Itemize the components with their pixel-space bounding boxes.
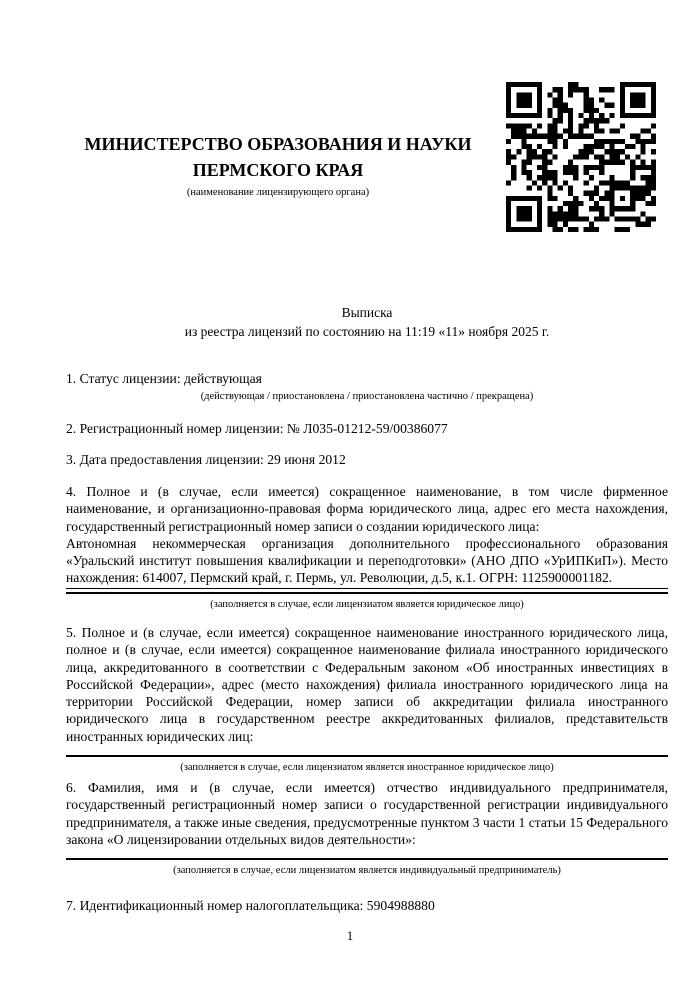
section-registration-number	[66, 421, 668, 437]
foreign-entity-question: 5. Полное и (в случае, если имеется) сокращенное наименование иностранного юридического лица, полное и (в случае, если имеется) сокращенное наименование филиала иностранного юридического лица, аккредитованного в соответствии с Федеральным законом «Об иностранных инвестициях в Российской Федерации», адрес (место нахождения) филиала иностранного юридического лица на территории Российской Федерации, номер записи об аккредитации филиала иностранного юридического лица в государственном реестре аккредитованных филиалов, представительств иностранных юридических лиц:	[66, 625, 668, 744]
individual-entrepreneur-caption: (заполняется в случае, если лицензиатом является индивидуальный предприниматель)	[173, 865, 561, 877]
legal-entity-caption: (заполняется в случае, если лицензиатом является юридическое лицо)	[210, 598, 524, 610]
section-individual-entrepreneur	[66, 779, 668, 877]
license-status-caption: (действующая / приостановлена / приостановлена частично / прекращена)	[200, 391, 534, 402]
inn-text: 7. Идентификационный номер налогоплательщика: 5904988880	[66, 898, 435, 913]
document-title-block	[66, 303, 668, 341]
authority-caption: (наименование лицензирующего органа)	[186, 187, 370, 198]
licensing-authority-block	[66, 131, 490, 199]
form-rule	[66, 592, 668, 594]
section-legal-entity	[66, 483, 668, 611]
foreign-entity-caption: (заполняется в случае, если лицензиатом является иностранное юридическое лицо)	[180, 762, 554, 774]
document-title: Выписка	[341, 305, 393, 320]
form-rule	[66, 755, 668, 757]
qr-code-image	[506, 82, 656, 232]
grant-date-text: 3. Дата предоставления лицензии: 29 июня 2012	[66, 452, 346, 467]
section-inn	[66, 898, 668, 914]
authority-name-line1: МИНИСТЕРСТВО ОБРАЗОВАНИЯ И НАУКИ	[84, 134, 472, 154]
license-status-text: 1. Статус лицензии: действующая	[66, 371, 262, 386]
page-number: 1	[346, 928, 354, 943]
section-grant-date	[66, 452, 668, 468]
authority-name-line2: ПЕРМСКОГО КРАЯ	[192, 160, 364, 180]
document-subtitle: из реестра лицензий по состоянию на 11:19 «11» ноября 2025 г.	[184, 324, 550, 339]
section-license-status	[66, 371, 668, 403]
legal-entity-value: Автономная некоммерческая организация дополнительного профессионального образования «Уральский институт повышения квалификации и переподготовки» (АНО ДПО «УрИПКиП»). Место нахождения: 614007, Пермский край, г. Пермь, ул. Революции, д.5, к.1. ОГРН: 1125900001182.	[66, 535, 668, 589]
legal-entity-question: 4. Полное и (в случае, если имеется) сокращенное наименование, в том числе фирменное наименование, и организационно-правовая форма юридического лица, адрес его места нахождения, государственный регистрационный номер записи о создании юридического лица:	[66, 484, 668, 534]
qr-code-pattern	[506, 82, 656, 232]
registration-number-text: 2. Регистрационный номер лицензии: № Л035-01212-59/00386077	[66, 421, 448, 436]
individual-entrepreneur-question: 6. Фамилия, имя и (в случае, если имеется) отчество индивидуального предпринимателя, государственный регистрационный номер записи о государственной регистрации индивидуального предпринимателя, а также иные сведения, предусмотренные пунктом 3 части 1 статьи 15 Федерального закона «О лицензировании отдельных видов деятельности»:	[66, 780, 668, 847]
section-foreign-entity	[66, 624, 668, 774]
form-rule	[66, 858, 668, 860]
